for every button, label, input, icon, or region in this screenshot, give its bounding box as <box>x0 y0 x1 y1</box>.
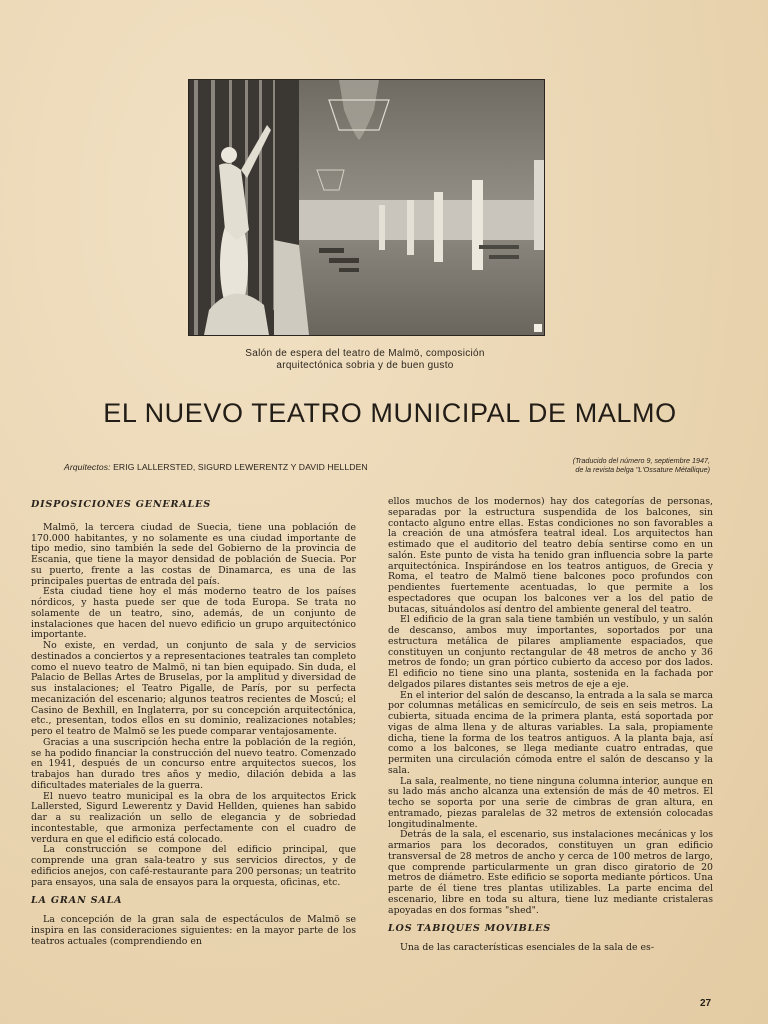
left-column <box>31 500 356 947</box>
right-column <box>388 497 713 954</box>
paragraph: Detrás de la sala, el escenario, sus instalaciones mecánicas y los armarios para los decorados, constituyen un gran edificio transversal de 28 metros de ancho y cerca de 100 metros de largo, que comprende particularmente un gran disco giratorio de 20 metros de diámetro. Este edificio se soporta mediante pórticos. Una parte de él tiene tres plantas utilizables. La parte encima del escenario, libre en toda su altura, tiene luz mediante cristaleras apoyadas en dos formas "shed". <box>388 829 713 916</box>
architects-label: Arquitectos: <box>64 462 111 472</box>
paragraph: Gracias a una suscripción hecha entre la población de la región, se ha podido financiar la construcción del nuevo teatro. Comenzado en 1941, después de un concurso entre arquitectos suecos, los trabajos han durado tres años y medio, dilación debida a las dificultades materiales de la guerra. <box>31 736 356 791</box>
source-line-1: (Traducido del número 9, septiembre 1947, <box>572 456 710 465</box>
caption-line-2: arquitectónica sobria y de buen gusto <box>276 360 454 371</box>
paragraph: Una de las características esenciales de la sala de es- <box>400 942 654 953</box>
paragraph: La concepción de la gran sala de espectáculos de Malmö se inspira en las consideraciones siguientes: en la mayor parte de los teatros actuales (comprendiendo en <box>31 914 356 947</box>
paragraph: No existe, en verdad, un conjunto de sala y de servicios destinados a conciertos y a representaciones teatrales tan completo como el nuevo teatro de Malmö, ni tan bien equipado. Sin duda, el Palacio de Bellas Artes de Bruselas, por la amplitud y diversidad de sus instalaciones; el Teatro Pigalle, de París, por su perfecta mecanización del escenario; algunos teatros recientes de Moscú; el Casino de Bexhill, en Inglaterra, por su concepción arquitectónica, etc., presentan, todos ellos en su dominio, realizaciones notables; pero el teatro de Malmö se les puede comparar ventajosamente. <box>31 640 356 737</box>
caption-line-1: Salón de espera del teatro de Malmö, composición <box>245 348 485 359</box>
section-heading-gran-sala: LA GRAN SALA <box>31 895 123 907</box>
paragraph: Malmö, la tercera ciudad de Suecia, tiene una población de 170.000 habitantes, y no solamente es una ciudad importante de tipo medio, sino también la sede del Gobierno de la provincia de Escania, que tiene la mayor densidad de población de Suecia. Por su puerto, frente a las costas de Dinamarca, es una de las principales puertas de entrada del país. <box>31 521 356 587</box>
paragraph: El edificio de la gran sala tiene también un vestíbulo, y un salón de descanso, ambos muy importantes, soportados por una estructura metálica de pilares ampliamente espaciados, que constituyen un conjunto rectangular de 48 metros de ancho y 36 metros de fondo; un gran pórtico cubierto da acceso por dos lados. El edificio no tiene sino una planta, sostenida en la fachada por delgados pilares distantes seis metros de eje a eje. <box>388 614 713 690</box>
foyer-photo-graphic <box>189 80 544 335</box>
architects-credit <box>64 462 464 472</box>
section-heading-general: DISPOSICIONES GENERALES <box>31 499 211 510</box>
source-line-2: de la revista belga "L'Ossature Métallique) <box>575 465 710 474</box>
page-number: 27 <box>700 998 712 1009</box>
article-title: EL NUEVO TEATRO MUNICIPAL DE MALMO <box>103 398 677 428</box>
section-heading-tabiques: LOS TABIQUES MOVIBLES <box>388 923 551 935</box>
photo-caption <box>200 348 530 372</box>
paragraph: ellos muchos de los modernos) hay dos categorías de personas, separadas por la estructura suspendida de los balcones, sin contacto alguno entre ellas. Estas condiciones no son favorables a la creación de una atmósfera teatral ideal. Los arquitectos han estimado que el auditorio del teatro debía sentirse como en un salón. Este punto de vista ha tenido gran influencia sobre la parte arquitectónica. Inspirándose en los teatros antiguos, de Grecia y Roma, el teatro de Malmö tiene balcones poco profundos con pendientes fuertemente acentuadas, lo que permite a los espectadores que ocupan los balcones ver a los del patio de butacas, situándolos así dentro del ambiente general del teatro. <box>388 496 713 615</box>
foyer-photo <box>188 79 545 336</box>
paragraph: La construcción se compone del edificio principal, que comprende una gran sala-teatro y sus servicios directos, y de edificios anejos, con café-restaurante para 200 personas; un teatrito para ensayos, una sala de ensayos para la orquesta, oficinas, etc. <box>31 844 356 888</box>
architects-names: ERIG LALLERSTED, SIGURD LEWERENTZ Y DAVID HELLDEN <box>113 462 368 472</box>
source-note <box>530 456 710 474</box>
paragraph: El nuevo teatro municipal es la obra de los arquitectos Erick Lallersted, Sigurd Lewerentz y David Hellden, quienes han sabido dar a su realización un sello de elegancia y de sobriedad incontestable, que armoniza perfectamente con el cuadro de verdura en que el edificio está colocado. <box>31 790 356 845</box>
paragraph: En el interior del salón de descanso, la entrada a la sala se marca por columnas metálicas en semicírculo, de seis en seis metros. La cubierta, situada encima de la primera planta, está soportada por vigas de alma llena y de alturas variables. La sala, propiamente dicha, tiene la forma de los teatros antiguos. A la planta baja, así como a los balcones, se llega mediante cuatro entradas, que permiten una circulación cómoda entre el salón de descanso y la sala. <box>388 689 713 776</box>
paragraph: Esta ciudad tiene hoy el más moderno teatro de los países nórdicos, y hasta puede ser que de toda Europa. Se trata no solamente de un teatro, sino, además, de un conjunto de instalaciones que hacen del nuevo edificio un grupo arquitectónico importante. <box>31 586 356 641</box>
paragraph: La sala, realmente, no tiene ninguna columna interior, aunque en su lado más ancho alcanza una extensión de más de 40 metros. El techo se soporta por una serie de cimbras de gran altura, en entramado, piezas paralelas de 32 metros de extensión colocadas longitudinalmente. <box>388 775 713 830</box>
